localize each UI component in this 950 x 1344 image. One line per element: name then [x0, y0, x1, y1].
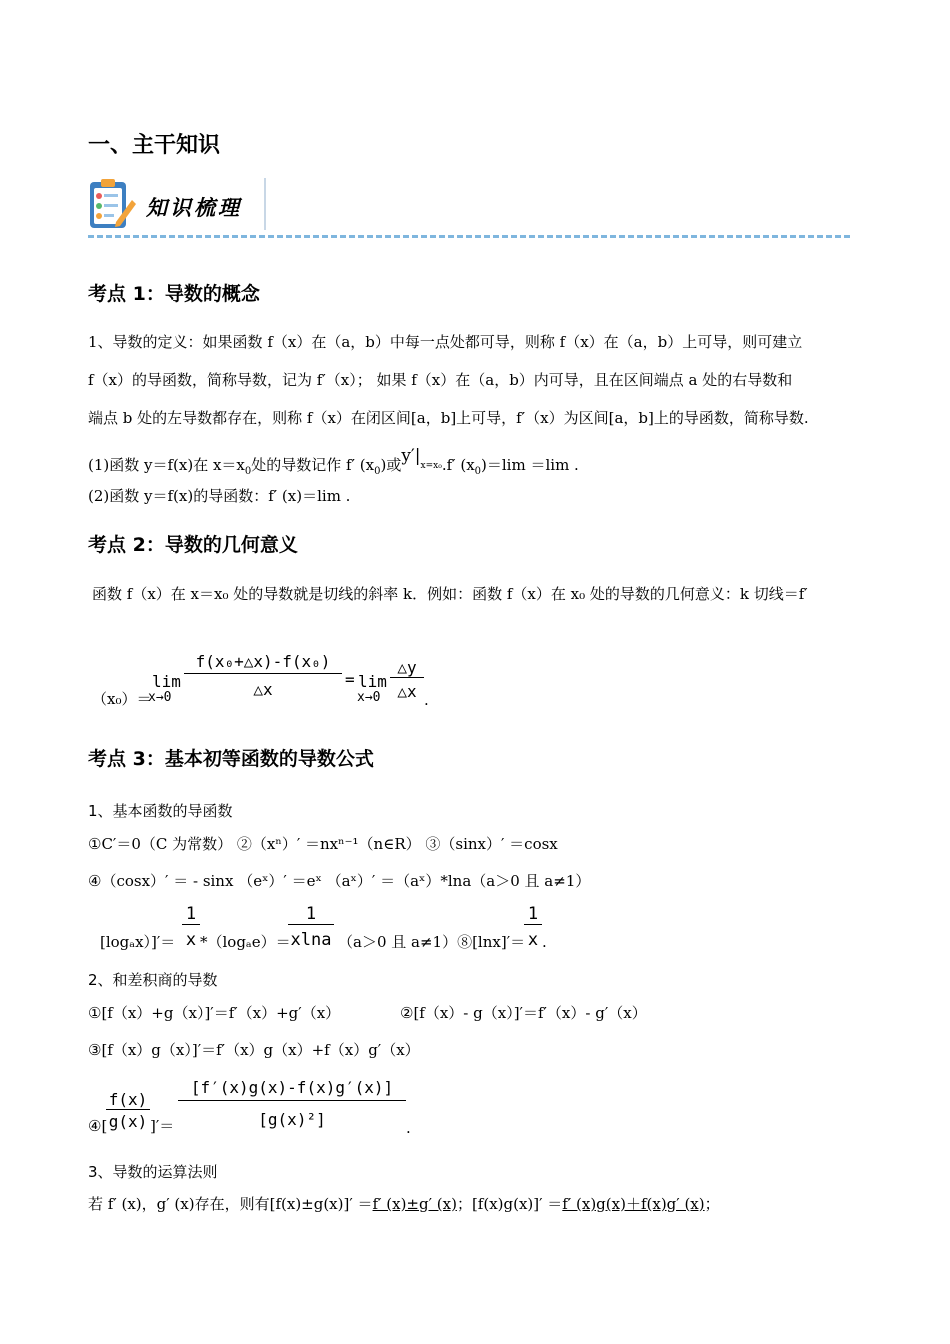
- banner-divider: [264, 178, 266, 230]
- kd2-denominator-1: △x: [253, 680, 273, 699]
- kd2-denominator-2: △x: [397, 682, 417, 701]
- clipboard-pencil-icon: [86, 178, 136, 232]
- kd1-p2-text-a: (1)函数 y＝f(x)在 x＝x: [88, 456, 245, 474]
- kd3-rule-text-a: 若 f′ (x)，g′ (x)存在，则有[f(x)±g(x)]′ ＝: [88, 1195, 373, 1213]
- kd3-title: 考点 3：基本初等函数的导数公式: [88, 748, 374, 770]
- knowledge-banner: [86, 178, 272, 234]
- kd2-f-prefix: （x₀）＝: [92, 690, 152, 708]
- section-heading: 一、主干知识: [88, 133, 221, 158]
- kd1-p2-sub-1: 0: [244, 466, 252, 477]
- kd2-equals: =: [345, 670, 355, 689]
- kd3-r3-end: .: [542, 933, 547, 951]
- kd1-p2-text-e: )＝lim ＝lim .: [481, 456, 579, 474]
- kd3-q4-small-den: g(x): [108, 1112, 148, 1131]
- kd3-sub3: 3、导数的运算法则: [88, 1163, 218, 1181]
- kd3-q4-prefix: ④[: [88, 1117, 108, 1135]
- kd3-q4-end: .: [406, 1119, 411, 1137]
- kd3-r3-den2: xlna: [290, 930, 332, 950]
- kd2-title: 考点 2：导数的几何意义: [88, 534, 298, 556]
- kd1-p2-text-d: .f′ (x: [441, 456, 475, 474]
- kd3-q4-small-num: f(x): [106, 1090, 150, 1110]
- kd3-sub2: 2、和差积商的导数: [88, 971, 218, 989]
- kd3-rule-text-c: ；[f(x)g(x)]′ ＝: [456, 1195, 563, 1213]
- kd3-formula-row1: ①C′＝0（C 为常数） ②（xⁿ）′ ＝nxⁿ⁻¹（n∈R） ③（sinx）′ ＝cosx: [88, 835, 558, 853]
- kd3-q4-mid: ]′＝: [150, 1117, 175, 1135]
- kd3-rule-text-e: ；: [704, 1195, 720, 1213]
- kd1-p2-text-b: 处的导数记作 f′ (x: [251, 456, 375, 474]
- kd2-numerator-1: f(x₀+△x)-f(x₀): [184, 652, 342, 674]
- banner-title: 知识梳理: [146, 196, 242, 220]
- kd3-r3-den3: x: [527, 930, 539, 950]
- kd3-product-rule: ③[f（x）g（x）]′＝f′（x）g（x）+f（x）g′（x）: [88, 1041, 420, 1059]
- kd1-p2-sub-3: 0: [474, 466, 482, 477]
- kd3-diff-rule: ②[f（x）- g（x）]′＝f′（x）- g′（x）: [400, 1004, 647, 1022]
- kd3-q4-big-num: [f′(x)g(x)-f(x)g′(x)]: [178, 1078, 406, 1101]
- kd1-p2-sub-2: 0: [374, 466, 381, 477]
- kd2-lim-1: lim: [152, 672, 181, 691]
- kd1-p2-text-c: )或: [380, 456, 402, 474]
- kd3-formula-row2: ④（cosx）′ ＝ - sinx （eˣ）′ ＝eˣ （aˣ）′ ＝（aˣ）*lna（a＞0 且 a≠1）: [88, 872, 591, 890]
- kd2-lim-2: lim: [358, 672, 387, 691]
- kd3-rule-underlined-2: f′ (x)g(x)＋f(x)g′ (x): [562, 1195, 705, 1213]
- kd3-r3-text-c: （a＞0 且 a≠1）⑧[lnx]′＝: [338, 933, 526, 951]
- kd3-r3-num2: 1: [288, 904, 334, 925]
- kd1-para-line2: f（x）的导函数，简称导数，记为 f′（x）； 如果 f（x）在（a，b）内可导，且在区间端点 a 处的右导数和: [88, 371, 793, 389]
- kd1-derivative-notation: [88, 446, 579, 482]
- kd2-lim-sub-2: x→0: [357, 690, 381, 705]
- kd3-r3-text-b: *（logₐe）＝: [200, 933, 291, 951]
- kd3-sum-rule: ①[f（x）+g（x）]′＝f′（x）+g′（x）: [88, 1004, 341, 1022]
- kd2-para: 函数 f（x）在 x＝x₀ 处的导数就是切线的斜率 k．例如：函数 f（x）在 x₀ 处的导数的几何意义：k 切线＝f′: [92, 585, 808, 603]
- kd2-end-period: .: [424, 691, 429, 709]
- kd1-derivative-function: (2)函数 y＝f(x)的导函数：f′ (x)＝lim .: [88, 487, 351, 505]
- kd3-quotient-rule: [88, 1078, 428, 1140]
- kd2-lim-sub-1: x→0: [148, 690, 172, 705]
- kd3-operation-rule: [88, 1194, 720, 1214]
- kd2-numerator-2: △y: [390, 658, 424, 678]
- kd3-r3-num3: 1: [524, 904, 542, 925]
- kd1-para-line1: 1、导数的定义：如果函数 f（x）在（a，b）中每一点处都可导，则称 f（x）在（a，b）上可导，则可建立: [88, 333, 803, 351]
- kd3-formula-row3: [100, 904, 560, 954]
- kd3-sub1: 1、基本函数的导函数: [88, 802, 233, 820]
- kd3-r3-den1: x: [185, 930, 197, 950]
- banner-dashed-line: [88, 235, 850, 238]
- kd1-p2-y-prime: y′|: [401, 446, 421, 466]
- kd3-r3-text-a: [logₐx）]′＝: [100, 933, 176, 951]
- kd1-title: 考点 1：导数的概念: [88, 283, 260, 305]
- kd1-p2-y-sub: x=x₀: [420, 461, 442, 471]
- kd3-q4-big-den: [g(x)²]: [258, 1110, 326, 1129]
- kd1-para-line3: 端点 b 处的左导数都存在，则称 f（x）在闭区间[a，b]上可导，f′（x）为区间[a，b]上的导函数，简称导数.: [88, 409, 809, 427]
- kd3-rule-underlined-1: f′ (x)±g′ (x): [372, 1195, 457, 1213]
- kd3-r3-num1: 1: [182, 904, 200, 925]
